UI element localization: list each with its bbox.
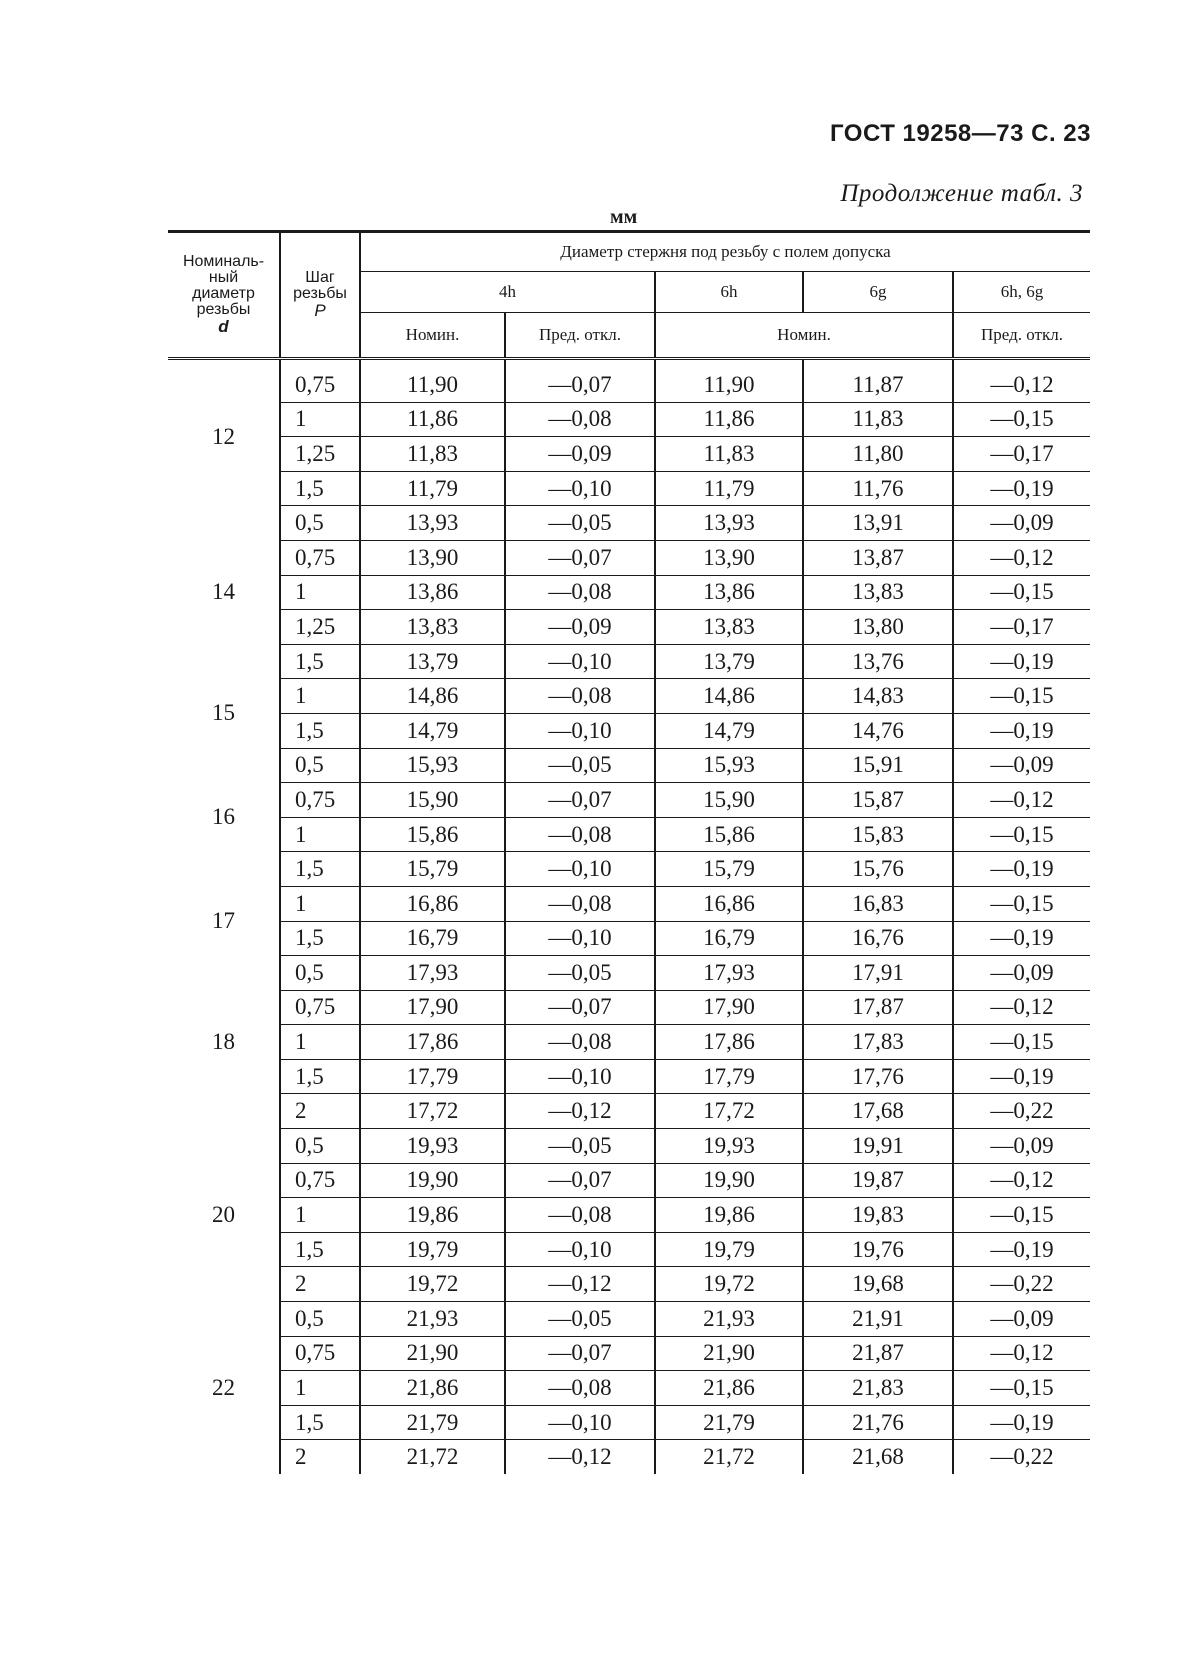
pitch-cell: 1 bbox=[280, 817, 360, 852]
table-row bbox=[168, 852, 1090, 887]
table-row bbox=[168, 644, 1090, 679]
pitch-cell: 1,5 bbox=[280, 1059, 360, 1094]
deviation-4h-cell: —0,08 bbox=[505, 575, 655, 610]
nominal-4h-cell: 13,83 bbox=[360, 610, 505, 645]
nominal-6g-cell: 11,76 bbox=[803, 471, 953, 506]
deviation-6h-6g-cell: —0,12 bbox=[953, 990, 1090, 1025]
deviation-4h-cell: —0,10 bbox=[505, 713, 655, 748]
deviation-6h-6g-cell: —0,09 bbox=[953, 748, 1090, 783]
deviation-4h-cell: —0,07 bbox=[505, 1163, 655, 1198]
nominal-4h-cell: 11,79 bbox=[360, 471, 505, 506]
pitch-cell: 1,5 bbox=[280, 471, 360, 506]
nominal-6h-cell: 15,90 bbox=[655, 783, 803, 818]
nominal-4h-cell: 21,93 bbox=[360, 1302, 505, 1337]
nominal-4h-cell: 17,93 bbox=[360, 956, 505, 991]
table-row bbox=[168, 783, 1090, 818]
nominal-4h-cell: 19,79 bbox=[360, 1232, 505, 1267]
deviation-6h-6g-cell: —0,19 bbox=[953, 644, 1090, 679]
table-row bbox=[168, 540, 1090, 575]
nominal-4h-cell: 17,90 bbox=[360, 990, 505, 1025]
nominal-4h-cell: 16,86 bbox=[360, 886, 505, 921]
nominal-6h-cell: 17,93 bbox=[655, 956, 803, 991]
nominal-6h-cell: 11,86 bbox=[655, 402, 803, 437]
nominal-6g-cell: 19,76 bbox=[803, 1232, 953, 1267]
deviation-4h-cell: —0,09 bbox=[505, 610, 655, 645]
table-row bbox=[168, 1267, 1090, 1302]
deviation-4h-cell: —0,07 bbox=[505, 783, 655, 818]
deviation-6h-6g-cell: —0,19 bbox=[953, 1405, 1090, 1440]
deviation-6h-6g-cell: —0,12 bbox=[953, 540, 1090, 575]
nominal-4h-cell: 13,86 bbox=[360, 575, 505, 610]
deviation-4h-cell: —0,08 bbox=[505, 817, 655, 852]
deviation-6h-6g-cell: —0,19 bbox=[953, 1232, 1090, 1267]
pitch-cell: 0,75 bbox=[280, 359, 360, 403]
deviation-4h-cell: —0,08 bbox=[505, 679, 655, 714]
nominal-6h-cell: 19,79 bbox=[655, 1232, 803, 1267]
nominal-4h-cell: 21,72 bbox=[360, 1440, 505, 1474]
nominal-6h-cell: 19,90 bbox=[655, 1163, 803, 1198]
deviation-6h-6g-cell: —0,17 bbox=[953, 437, 1090, 472]
table-row bbox=[168, 990, 1090, 1025]
deviation-6h-6g-cell: —0,15 bbox=[953, 1198, 1090, 1233]
deviation-4h-cell: —0,12 bbox=[505, 1267, 655, 1302]
pitch-cell: 1,25 bbox=[280, 610, 360, 645]
nominal-6h-cell: 11,79 bbox=[655, 471, 803, 506]
pitch-cell: 1,5 bbox=[280, 852, 360, 887]
deviation-4h-cell: —0,08 bbox=[505, 402, 655, 437]
table-row bbox=[168, 506, 1090, 541]
pitch-cell: 1,5 bbox=[280, 713, 360, 748]
deviation-6h-6g-cell: —0,22 bbox=[953, 1267, 1090, 1302]
table-row bbox=[168, 1336, 1090, 1371]
nominal-6g-cell: 21,83 bbox=[803, 1371, 953, 1406]
nominal-diameter-cell: 12 bbox=[212, 423, 235, 449]
nominal-6g-cell: 13,76 bbox=[803, 644, 953, 679]
deviation-4h-cell: —0,08 bbox=[505, 1198, 655, 1233]
nominal-6h-cell: 21,72 bbox=[655, 1440, 803, 1474]
table-row bbox=[168, 886, 1090, 921]
deviation-6h-6g-cell: —0,12 bbox=[953, 1336, 1090, 1371]
nominal-6g-cell: 11,83 bbox=[803, 402, 953, 437]
table-row bbox=[168, 1059, 1090, 1094]
pitch-cell: 1,5 bbox=[280, 1232, 360, 1267]
deviation-4h-cell: —0,08 bbox=[505, 1025, 655, 1060]
nominal-6g-cell: 15,87 bbox=[803, 783, 953, 818]
deviation-6h-6g-cell: —0,17 bbox=[953, 610, 1090, 645]
pitch-cell: 2 bbox=[280, 1267, 360, 1302]
deviation-6h-6g-cell: —0,19 bbox=[953, 713, 1090, 748]
pitch-cell: 0,5 bbox=[280, 1129, 360, 1164]
nominal-6g-cell: 15,76 bbox=[803, 852, 953, 887]
nominal-6g-cell: 19,68 bbox=[803, 1267, 953, 1302]
nominal-4h-cell: 15,86 bbox=[360, 817, 505, 852]
tolerance-6g-header: 6g bbox=[803, 272, 953, 313]
deviation-6h-6g-cell: —0,09 bbox=[953, 956, 1090, 991]
deviation-4h-cell: —0,10 bbox=[505, 471, 655, 506]
pitch-cell: 0,75 bbox=[280, 540, 360, 575]
pitch-cell: 1 bbox=[280, 1371, 360, 1406]
deviation-4h-cell: —0,07 bbox=[505, 1336, 655, 1371]
rod-diameter-group-header: Диаметр стержня под резьбу с полем допуска bbox=[360, 232, 1090, 272]
deviation-6h-6g-cell: —0,19 bbox=[953, 1059, 1090, 1094]
nominal-4h-cell: 16,79 bbox=[360, 921, 505, 956]
nominal-4h-cell: 11,86 bbox=[360, 402, 505, 437]
nominal-6g-cell: 11,87 bbox=[803, 359, 953, 403]
pitch-cell: 0,75 bbox=[280, 1163, 360, 1198]
table-row bbox=[168, 1405, 1090, 1440]
deviation-4h-cell: —0,07 bbox=[505, 359, 655, 403]
deviation-6h-6g-cell: —0,15 bbox=[953, 575, 1090, 610]
nominal-6h-cell: 21,79 bbox=[655, 1405, 803, 1440]
deviation-6h-6g-cell: —0,15 bbox=[953, 886, 1090, 921]
nominal-6h-cell: 19,86 bbox=[655, 1198, 803, 1233]
nominal-6h-cell: 21,93 bbox=[655, 1302, 803, 1337]
nominal-6g-cell: 13,80 bbox=[803, 610, 953, 645]
nominal-6g-cell: 16,83 bbox=[803, 886, 953, 921]
deviation-4h-cell: —0,10 bbox=[505, 1405, 655, 1440]
nominal-6g-cell: 15,83 bbox=[803, 817, 953, 852]
pitch-cell: 2 bbox=[280, 1440, 360, 1474]
nominal-6g-cell: 15,91 bbox=[803, 748, 953, 783]
deviation-4h-cell: —0,08 bbox=[505, 886, 655, 921]
nominal-6h-cell: 13,86 bbox=[655, 575, 803, 610]
nominal-6h-cell: 14,86 bbox=[655, 679, 803, 714]
pitch-cell: 1 bbox=[280, 886, 360, 921]
deviation-4h-header: Пред. откл. bbox=[505, 313, 655, 359]
nominal-6h-cell: 17,90 bbox=[655, 990, 803, 1025]
thread-pitch-header: Шаг резьбы P bbox=[280, 232, 360, 359]
deviation-4h-cell: —0,10 bbox=[505, 921, 655, 956]
nominal-4h-cell: 13,90 bbox=[360, 540, 505, 575]
nominal-4h-cell: 11,90 bbox=[360, 359, 505, 403]
deviation-6h-6g-cell: —0,15 bbox=[953, 402, 1090, 437]
nominal-4h-cell: 19,90 bbox=[360, 1163, 505, 1198]
table-row bbox=[168, 748, 1090, 783]
nominal-4h-cell: 17,79 bbox=[360, 1059, 505, 1094]
nominal-6g-cell: 19,83 bbox=[803, 1198, 953, 1233]
pitch-cell: 0,5 bbox=[280, 956, 360, 991]
nominal-4h-cell: 21,79 bbox=[360, 1405, 505, 1440]
nominal-6h-cell: 17,79 bbox=[655, 1059, 803, 1094]
nominal-6g-cell: 17,76 bbox=[803, 1059, 953, 1094]
nominal-6h-cell: 19,72 bbox=[655, 1267, 803, 1302]
nominal-6h-cell: 15,86 bbox=[655, 817, 803, 852]
thread-diameter-table bbox=[168, 230, 1090, 1474]
deviation-4h-cell: —0,12 bbox=[505, 1094, 655, 1129]
pitch-cell: 1 bbox=[280, 402, 360, 437]
deviation-4h-cell: —0,07 bbox=[505, 990, 655, 1025]
deviation-4h-cell: —0,05 bbox=[505, 1302, 655, 1337]
table-row bbox=[168, 1232, 1090, 1267]
nominal-diameter-cell: 15 bbox=[212, 700, 235, 726]
table-continuation-label: Продолжение табл. 3 bbox=[840, 180, 1083, 207]
nominal-6h-cell: 13,79 bbox=[655, 644, 803, 679]
nominal-6g-cell: 21,76 bbox=[803, 1405, 953, 1440]
deviation-6h-6g-cell: —0,19 bbox=[953, 852, 1090, 887]
deviation-6h-6g-cell: —0,22 bbox=[953, 1440, 1090, 1474]
units-label: мм bbox=[610, 206, 638, 228]
nominal-6g-cell: 19,91 bbox=[803, 1129, 953, 1164]
nominal-6g-cell: 21,87 bbox=[803, 1336, 953, 1371]
deviation-4h-cell: —0,10 bbox=[505, 1059, 655, 1094]
nominal-4h-cell: 21,86 bbox=[360, 1371, 505, 1406]
nominal-6h-cell: 13,83 bbox=[655, 610, 803, 645]
deviation-6h-6g-cell: —0,15 bbox=[953, 1371, 1090, 1406]
nominal-diameter-header: Номиналь- ный диаметр резьбы d bbox=[168, 232, 280, 359]
nominal-4h-header: Номин. bbox=[360, 313, 505, 359]
table-row bbox=[168, 402, 1090, 437]
nominal-diameter-cell: 14 bbox=[212, 579, 235, 605]
nominal-6g-cell: 14,83 bbox=[803, 679, 953, 714]
nominal-4h-cell: 19,86 bbox=[360, 1198, 505, 1233]
table-row bbox=[168, 471, 1090, 506]
deviation-4h-cell: —0,10 bbox=[505, 644, 655, 679]
deviation-4h-cell: —0,12 bbox=[505, 1440, 655, 1474]
deviation-6h-6g-cell: —0,09 bbox=[953, 1129, 1090, 1164]
deviation-4h-cell: —0,10 bbox=[505, 1232, 655, 1267]
deviation-4h-cell: —0,09 bbox=[505, 437, 655, 472]
pitch-cell: 1,5 bbox=[280, 921, 360, 956]
nominal-6g-cell: 21,91 bbox=[803, 1302, 953, 1337]
pitch-cell: 0,5 bbox=[280, 1302, 360, 1337]
deviation-6h-6g-cell: —0,15 bbox=[953, 679, 1090, 714]
pitch-cell: 1 bbox=[280, 1025, 360, 1060]
table-row bbox=[168, 1440, 1090, 1474]
nominal-6h-cell: 17,72 bbox=[655, 1094, 803, 1129]
tolerance-6h-header: 6h bbox=[655, 272, 803, 313]
document-reference: ГОСТ 19258—73 С. 23 bbox=[830, 120, 1091, 147]
nominal-4h-cell: 14,86 bbox=[360, 679, 505, 714]
nominal-6h-cell: 15,93 bbox=[655, 748, 803, 783]
nominal-6g-cell: 17,91 bbox=[803, 956, 953, 991]
pitch-cell: 2 bbox=[280, 1094, 360, 1129]
nominal-4h-cell: 19,72 bbox=[360, 1267, 505, 1302]
nominal-6h-cell: 15,79 bbox=[655, 852, 803, 887]
nominal-6g-cell: 21,68 bbox=[803, 1440, 953, 1474]
nominal-diameter-cell: 22 bbox=[212, 1374, 235, 1400]
table-row bbox=[168, 1094, 1090, 1129]
nominal-6h-6g-header: Номин. bbox=[655, 313, 953, 359]
nominal-diameter-cell: 18 bbox=[212, 1029, 235, 1055]
nominal-4h-cell: 17,86 bbox=[360, 1025, 505, 1060]
deviation-6h-6g-cell: —0,12 bbox=[953, 1163, 1090, 1198]
nominal-4h-cell: 15,79 bbox=[360, 852, 505, 887]
nominal-6h-cell: 17,86 bbox=[655, 1025, 803, 1060]
deviation-6h-6g-cell: —0,12 bbox=[953, 783, 1090, 818]
deviation-4h-cell: —0,05 bbox=[505, 506, 655, 541]
table-row bbox=[168, 359, 1090, 403]
nominal-6h-cell: 21,86 bbox=[655, 1371, 803, 1406]
pitch-cell: 1 bbox=[280, 1198, 360, 1233]
nominal-4h-cell: 13,79 bbox=[360, 644, 505, 679]
table-row bbox=[168, 713, 1090, 748]
nominal-6g-cell: 17,87 bbox=[803, 990, 953, 1025]
nominal-4h-cell: 15,90 bbox=[360, 783, 505, 818]
nominal-6g-cell: 17,68 bbox=[803, 1094, 953, 1129]
deviation-6h-6g-cell: —0,15 bbox=[953, 817, 1090, 852]
table-row bbox=[168, 817, 1090, 852]
deviation-6h-6g-cell: —0,19 bbox=[953, 921, 1090, 956]
nominal-4h-cell: 15,93 bbox=[360, 748, 505, 783]
deviation-6h-6g-cell: —0,09 bbox=[953, 1302, 1090, 1337]
nominal-6g-cell: 17,83 bbox=[803, 1025, 953, 1060]
nominal-6h-cell: 19,93 bbox=[655, 1129, 803, 1164]
nominal-6h-cell: 16,79 bbox=[655, 921, 803, 956]
deviation-4h-cell: —0,05 bbox=[505, 1129, 655, 1164]
pitch-cell: 0,5 bbox=[280, 748, 360, 783]
nominal-6h-cell: 21,90 bbox=[655, 1336, 803, 1371]
table-body bbox=[168, 359, 1090, 1475]
table-row bbox=[168, 1302, 1090, 1337]
deviation-4h-cell: —0,07 bbox=[505, 540, 655, 575]
deviation-4h-cell: —0,05 bbox=[505, 956, 655, 991]
nominal-6g-cell: 13,87 bbox=[803, 540, 953, 575]
table-row bbox=[168, 1371, 1090, 1406]
pitch-cell: 1 bbox=[280, 679, 360, 714]
nominal-6h-cell: 11,83 bbox=[655, 437, 803, 472]
table-row bbox=[168, 575, 1090, 610]
table-row bbox=[168, 921, 1090, 956]
tolerance-4h-header: 4h bbox=[360, 272, 655, 313]
nominal-6g-cell: 19,87 bbox=[803, 1163, 953, 1198]
deviation-6h-6g-header: Пред. откл. bbox=[953, 313, 1090, 359]
nominal-6h-cell: 13,90 bbox=[655, 540, 803, 575]
nominal-4h-cell: 17,72 bbox=[360, 1094, 505, 1129]
nominal-6h-cell: 14,79 bbox=[655, 713, 803, 748]
nominal-diameter-cell: 16 bbox=[212, 804, 235, 830]
nominal-6g-cell: 11,80 bbox=[803, 437, 953, 472]
table-row bbox=[168, 1129, 1090, 1164]
nominal-diameter-cell: 20 bbox=[212, 1202, 235, 1228]
deviation-6h-6g-cell: —0,19 bbox=[953, 471, 1090, 506]
deviation-6h-6g-cell: —0,22 bbox=[953, 1094, 1090, 1129]
pitch-cell: 0,75 bbox=[280, 783, 360, 818]
nominal-diameter-cell: 17 bbox=[212, 908, 235, 933]
nominal-4h-cell: 21,90 bbox=[360, 1336, 505, 1371]
nominal-4h-cell: 19,93 bbox=[360, 1129, 505, 1164]
pitch-cell: 1,25 bbox=[280, 437, 360, 472]
table-row bbox=[168, 1198, 1090, 1233]
deviation-6h-6g-cell: —0,12 bbox=[953, 359, 1090, 403]
nominal-4h-cell: 11,83 bbox=[360, 437, 505, 472]
nominal-6g-cell: 16,76 bbox=[803, 921, 953, 956]
tolerance-6h-6g-header: 6h, 6g bbox=[953, 272, 1090, 313]
nominal-6h-cell: 16,86 bbox=[655, 886, 803, 921]
table-row bbox=[168, 610, 1090, 645]
nominal-6g-cell: 13,83 bbox=[803, 575, 953, 610]
nominal-6g-cell: 14,76 bbox=[803, 713, 953, 748]
table-row bbox=[168, 1163, 1090, 1198]
nominal-6g-cell: 13,91 bbox=[803, 506, 953, 541]
table-row bbox=[168, 679, 1090, 714]
pitch-cell: 1 bbox=[280, 575, 360, 610]
table-row bbox=[168, 437, 1090, 472]
nominal-4h-cell: 14,79 bbox=[360, 713, 505, 748]
pitch-cell: 0,75 bbox=[280, 1336, 360, 1371]
pitch-cell: 0,5 bbox=[280, 506, 360, 541]
deviation-4h-cell: —0,05 bbox=[505, 748, 655, 783]
pitch-cell: 0,75 bbox=[280, 990, 360, 1025]
nominal-4h-cell: 13,93 bbox=[360, 506, 505, 541]
table-row bbox=[168, 1025, 1090, 1060]
nominal-6h-cell: 11,90 bbox=[655, 359, 803, 403]
deviation-4h-cell: —0,10 bbox=[505, 852, 655, 887]
table-row bbox=[168, 956, 1090, 991]
pitch-cell: 1,5 bbox=[280, 1405, 360, 1440]
deviation-6h-6g-cell: —0,09 bbox=[953, 506, 1090, 541]
pitch-cell: 1,5 bbox=[280, 644, 360, 679]
nominal-6h-cell: 13,93 bbox=[655, 506, 803, 541]
deviation-6h-6g-cell: —0,15 bbox=[953, 1025, 1090, 1060]
deviation-4h-cell: —0,08 bbox=[505, 1371, 655, 1406]
